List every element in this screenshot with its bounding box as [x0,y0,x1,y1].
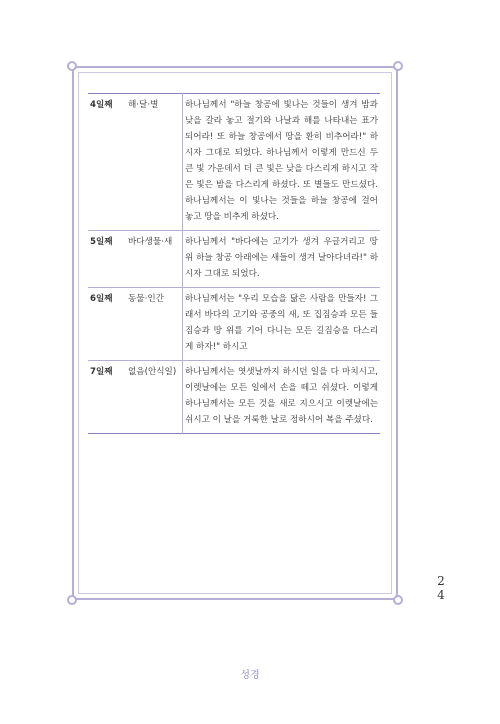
day-label: 6일째 [88,288,126,361]
corner-ornament-top-left [67,61,77,71]
page-number-digit: 4 [437,588,445,602]
table-row [88,288,380,361]
day-description: 하나님께서 "하늘 창공에 빛나는 것들이 생겨 밤과 낮을 갈라 놓고 절기와 나날과 해를 나타내는 표가 되어라! 또 하늘 창공에서 땅을 환히 비추어라!" 하시자 그대로 되었다. 하나님께서 이렇게 만드신 두 큰 빛 가운데서 더 큰 빛은 낮을 다스리게 하시고 작은 빛은 밤을 다스리게 하셨다. 또 별들도 만드셨다. 하나님께서는 이 빛나는 것들을 하늘 창공에 걸어 놓고 땅을 비추게 하셨다. [183,94,381,231]
day-label: 7일째 [90,367,113,377]
created-things: 바다생물·새 [126,231,183,288]
table-row [88,231,380,288]
day-description: 하나님께서는 엿샛날까지 하시던 일을 다 마치시고, 이렛날에는 모든 일에서 손을 떼고 쉬셨다. 이렇게 하나님께서는 모든 것을 새로 지으시고 이렛날에는 쉬시고 이 날을 거룩한 날로 정하시어 복을 주셨다. [185,367,378,425]
day-label: 4일째 [88,94,126,231]
table-row [88,94,380,231]
corner-ornament-bottom-right [393,595,403,605]
creation-days-table [88,93,380,434]
created-things: 없음(안식일) [126,361,183,434]
created-things: 동물·인간 [126,288,183,361]
created-things: 해·달·별 [126,94,183,231]
corner-ornament-top-right [393,61,403,71]
footer-title: 성경 [240,670,260,681]
table-row [88,361,380,434]
day-description: 하나님께서는 "우리 모습을 닮은 사람을 만들자! 그래서 바다의 고기와 공중의 새, 또 집짐승과 모든 들짐승과 땅 위를 기어 다니는 모든 길짐승을 다스리게 하자!" 하시고 [183,288,381,361]
corner-ornament-bottom-left [67,595,77,605]
page-number-digit: 2 [437,574,445,588]
day-description: 하나님께서 "바다에는 고기가 생겨 우글거리고 땅 위 하늘 창공 아래에는 새들이 생겨 날아다녀라!" 하시자 그대로 되었다. [183,231,381,288]
day-label: 5일째 [88,231,126,288]
page-number [436,574,446,602]
